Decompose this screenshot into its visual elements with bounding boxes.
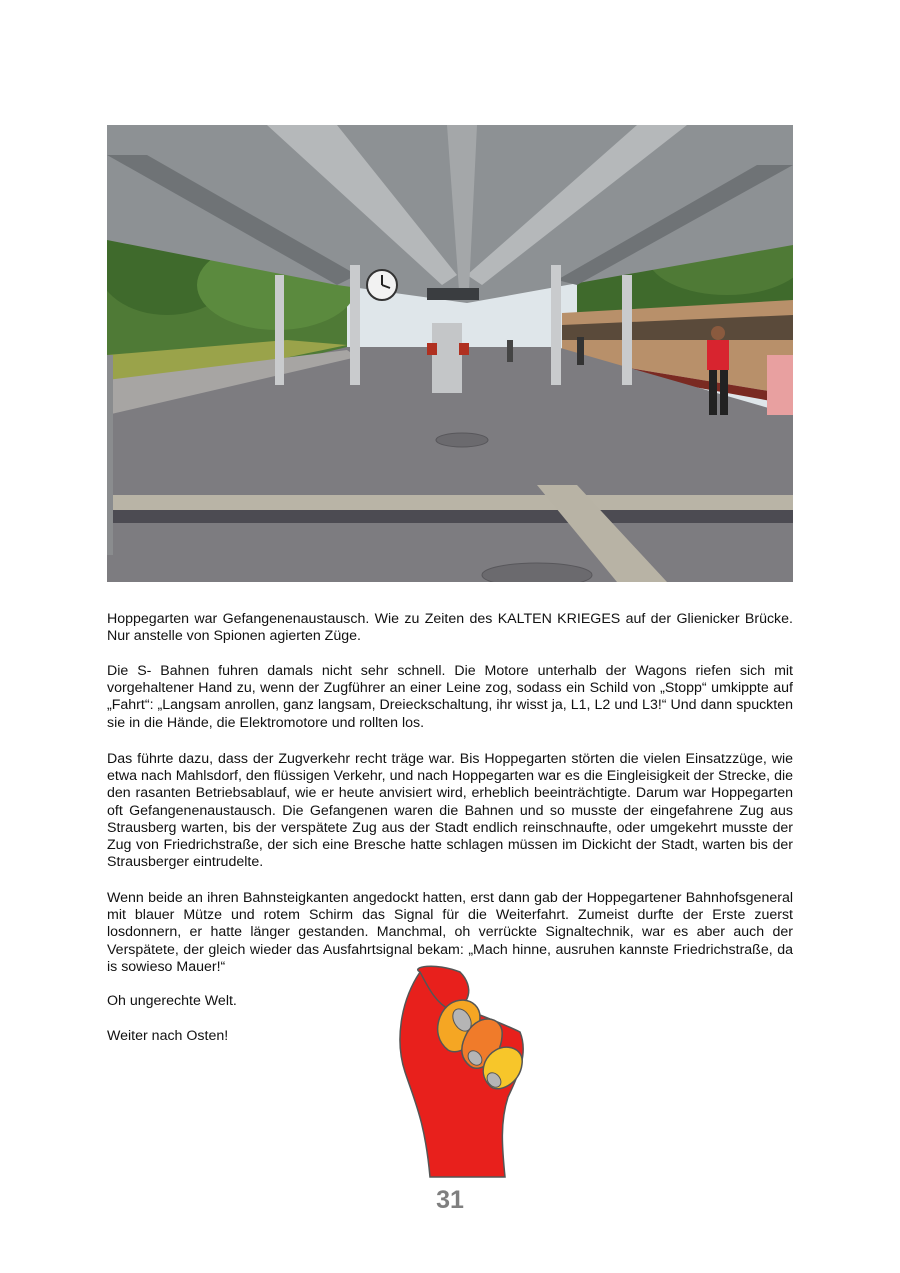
raised-fist-icon xyxy=(380,962,530,1184)
paragraph-1: Hoppegarten war Gefangenenaustausch. Wie zu Zeiten des KALTEN KRIEGES auf der Glienicker Brücke. Nur anstelle von Spionen agierten Züge. xyxy=(107,611,793,645)
page-number: 31 xyxy=(436,1186,464,1214)
paragraph-3: Das führte dazu, dass der Zugverkehr recht träge war. Bis Hoppegarten störten die vielen Einsatzzüge, wie etwa nach Mahlsdorf, den flüssigen Verkehr, und nach Hoppegarten war es die Eingleisigkeit der Strecke, die den rasanten Betriebsablauf, wie er heute anvisiert wird, erheblich beeinträchtigte. Darum war Hoppegarten oft Gefangenenaustausch. Die Gefangenen waren die Bahnen und so musste der eingefahrene Zug aus Strausberg warten, bis der verspätete Zug aus der Stadt endlich reinschnaufte, oder umgekehrt musste der Zug von Friedrichstraße, der sich eine Bresche hatte schlagen müssen im Dickicht der Stadt, warten bis der Strausberger eintrudelte. xyxy=(107,751,793,871)
paragraph-6: Weiter nach Osten! xyxy=(107,1028,229,1044)
paragraph-4: Wenn beide an ihren Bahnsteigkanten angedockt hatten, erst dann gab der Hoppegartener Bahnhofsgeneral mit blauer Mütze und rotem Schirm das Signal für die Weiterfahrt. Zumeist durfte der Erste zuerst losdonnern, er hatte länger gestanden. Manchmal, oh verrückte Signaltechnik, war es aber auch der Verspätete, der gleich wieder das Ausfahrtsignal bekam: „Mach hinne, ausruhen kannste Friedrichstraße, da is sowieso Mauer!“ xyxy=(107,890,793,975)
paragraph-5: Oh ungerechte Welt. xyxy=(107,993,237,1009)
paragraph-2: Die S- Bahnen fuhren damals nicht sehr schnell. Die Motore unterhalb der Wagons riefen sich mit vorgehaltener Hand zu, wenn der Zugführer an einer Leine zog, sodass ein Schild von „Stopp“ umkippte auf „Fahrt“: „Langsam anrollen, ganz langsam, Dreieckschaltung, ihr wisst ja, L1, L2 und L3!“ Und dann spuckten sie in die Hände, die Elektromotore und rollten los. xyxy=(107,663,793,731)
station-platform-photo xyxy=(107,125,793,582)
